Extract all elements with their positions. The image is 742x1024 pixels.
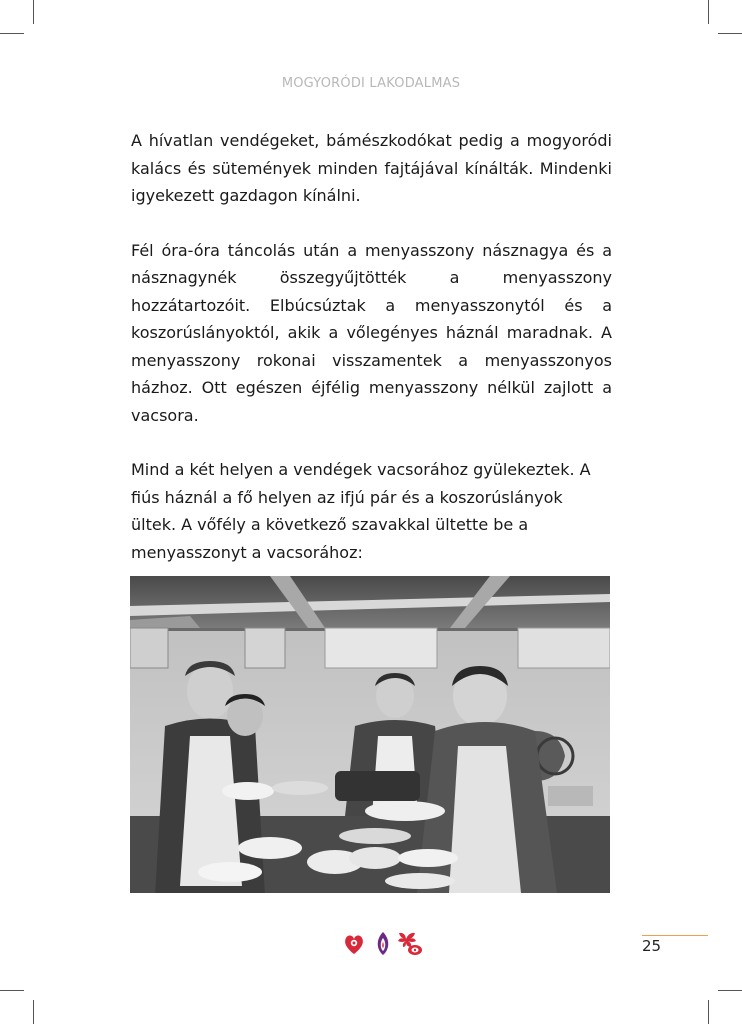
crop-mark xyxy=(33,0,34,24)
crop-mark xyxy=(708,0,709,24)
crop-mark xyxy=(708,1000,709,1024)
crop-mark xyxy=(33,1000,34,1024)
heart-ornament-icon xyxy=(345,935,363,954)
footer-rule xyxy=(642,935,708,936)
crop-mark xyxy=(0,990,24,991)
body-text xyxy=(131,127,612,593)
paragraph: Mind a két helyen a vendégek vacsorához gyülekeztek. A fiús háznál a fő helyen az ifjú pár és a koszorúslányok ültek. A vőfély a következő szavakkal ültette be a menyasszonyt a vacsorához: xyxy=(131,460,591,562)
crop-mark xyxy=(718,990,742,991)
crop-mark xyxy=(718,33,742,34)
folk-ornaments xyxy=(343,930,429,958)
flower-ornament-icon xyxy=(398,933,422,955)
photograph xyxy=(130,576,610,893)
page-number: 25 xyxy=(642,937,662,955)
paragraph: Fél óra-óra táncolás után a menyasszony násznagya és a násznagynék összegyűjtötték a menyasszony hozzátartozóit. Elbúcsúztak a menyasszonytól és a koszorúslányoktól, akik a vőlegényes háznál maradnak. A menyasszony rokonai visszamentek a menyasszonyos házhoz. Ott egészen éjfélig menyasszony nélkül zajlott a vacsora. xyxy=(131,240,612,425)
crop-mark xyxy=(0,33,24,34)
tulip-ornament-icon xyxy=(378,932,389,955)
paragraph: A hívatlan vendégeket, bámészkodókat pedig a mogyoródi kalács és sütemények minden fajtájával kínálták. Mindenki igyekezett gazdagon kínálni. xyxy=(131,131,612,205)
running-head: MOGYORÓDI LAKODALMAS xyxy=(281,76,461,91)
